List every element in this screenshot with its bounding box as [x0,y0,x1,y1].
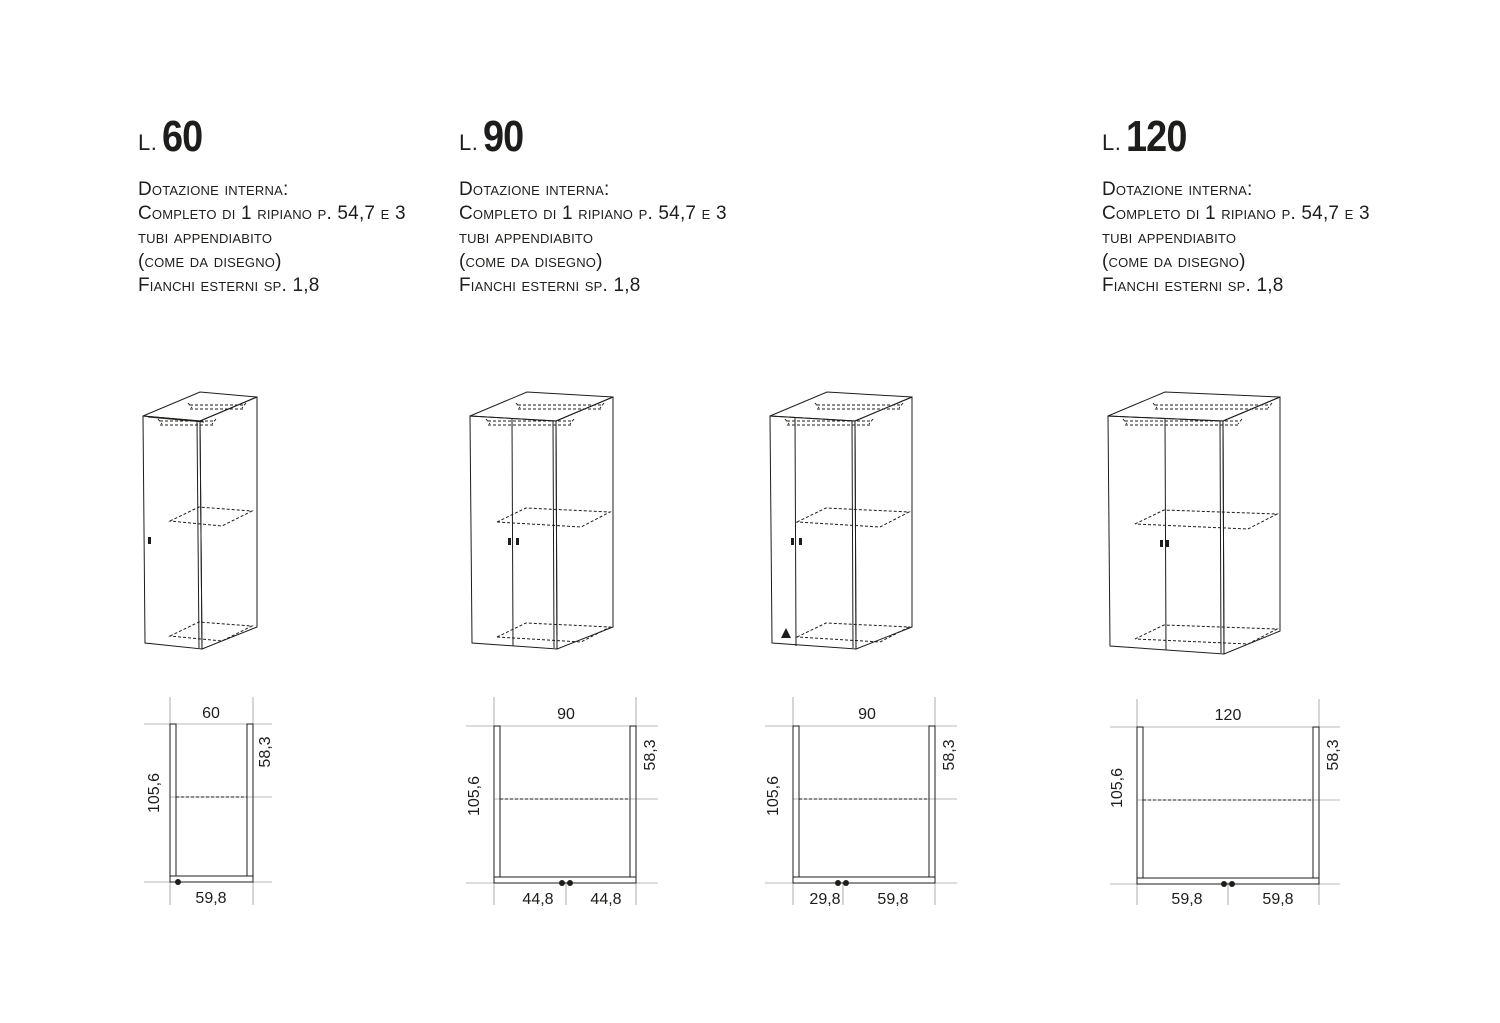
desc-line: Completo di 1 ripiano p. 54,7 e 3 [1102,203,1370,224]
desc-line: tubi appendiabito [1102,227,1237,248]
hanger-rail-icon [188,403,246,409]
dim-top-width: 120 [1214,707,1242,724]
dim-bottom-left: 44,8 [522,891,554,908]
plan-view-120 [1110,699,1340,905]
desc-line: (come da disegno) [138,251,282,272]
desc-line: (come da disegno) [459,251,603,272]
dim-bottom-right: 44,8 [590,891,622,908]
desc-line: Fianchi esterni sp. 1,8 [459,275,641,296]
door-handle-icon [1166,540,1169,547]
dim-bottom-right: 59,8 [1262,891,1294,908]
door-handle-icon [508,538,511,545]
desc-line: (come da disegno) [1102,251,1246,272]
desc-line: Dotazione interna: [1102,179,1253,200]
door-handle-icon [516,538,519,545]
shelf-outline [1135,510,1277,529]
title-prefix: L. [1102,130,1122,155]
dim-bottom-left: 29,8 [809,891,841,908]
title-width: 90 [483,112,524,161]
desc-line: Dotazione interna: [138,179,289,200]
dim-top-width: 90 [557,706,575,723]
title-width: 60 [162,112,203,161]
wardrobe-drawing-90 [470,392,613,649]
door-handle-icon [1160,540,1163,547]
dim-side: 58,3 [642,739,659,771]
desc-line: Fianchi esterni sp. 1,8 [138,275,320,296]
plan-view-90 [466,697,658,905]
plan-view-90-asymmetric [765,697,957,905]
dim-height: 105,6 [1109,767,1126,809]
desc-line: Fianchi esterni sp. 1,8 [1102,275,1284,296]
title-prefix: L. [459,130,479,155]
dim-height: 105,6 [466,775,483,817]
dim-height: 105,6 [765,775,782,817]
dim-bottom-left: 59,8 [1171,891,1203,908]
dim-top-width: 90 [858,706,876,723]
door-handle-icon [791,538,794,545]
dim-bottom-right: 59,8 [877,891,909,908]
dim-bottom: 59,8 [195,890,227,907]
title-prefix: L. [138,130,158,155]
door-handle-icon [799,538,802,545]
dim-top-width: 60 [202,705,220,722]
dim-side: 58,3 [1325,739,1342,771]
desc-line: Completo di 1 ripiano p. 54,7 e 3 [138,203,406,224]
shelf-outline [797,508,909,527]
desc-line: Dotazione interna: [459,179,610,200]
shelf-outline [170,507,252,526]
plan-view-60 [144,697,272,905]
dim-side: 58,3 [941,739,958,771]
desc-line: tubi appendiabito [459,227,594,248]
wardrobe-drawing-60 [143,392,257,649]
title-width: 120 [1126,112,1187,161]
dim-height: 105,6 [146,772,163,814]
wardrobe-drawing-90-asymmetric [770,392,912,649]
triangle-marker-icon [781,628,791,638]
desc-line: tubi appendiabito [138,227,273,248]
door-handle-icon [148,537,151,544]
desc-line: Completo di 1 ripiano p. 54,7 e 3 [459,203,727,224]
dim-side: 58,3 [257,736,274,768]
wardrobe-drawing-120 [1108,392,1280,654]
